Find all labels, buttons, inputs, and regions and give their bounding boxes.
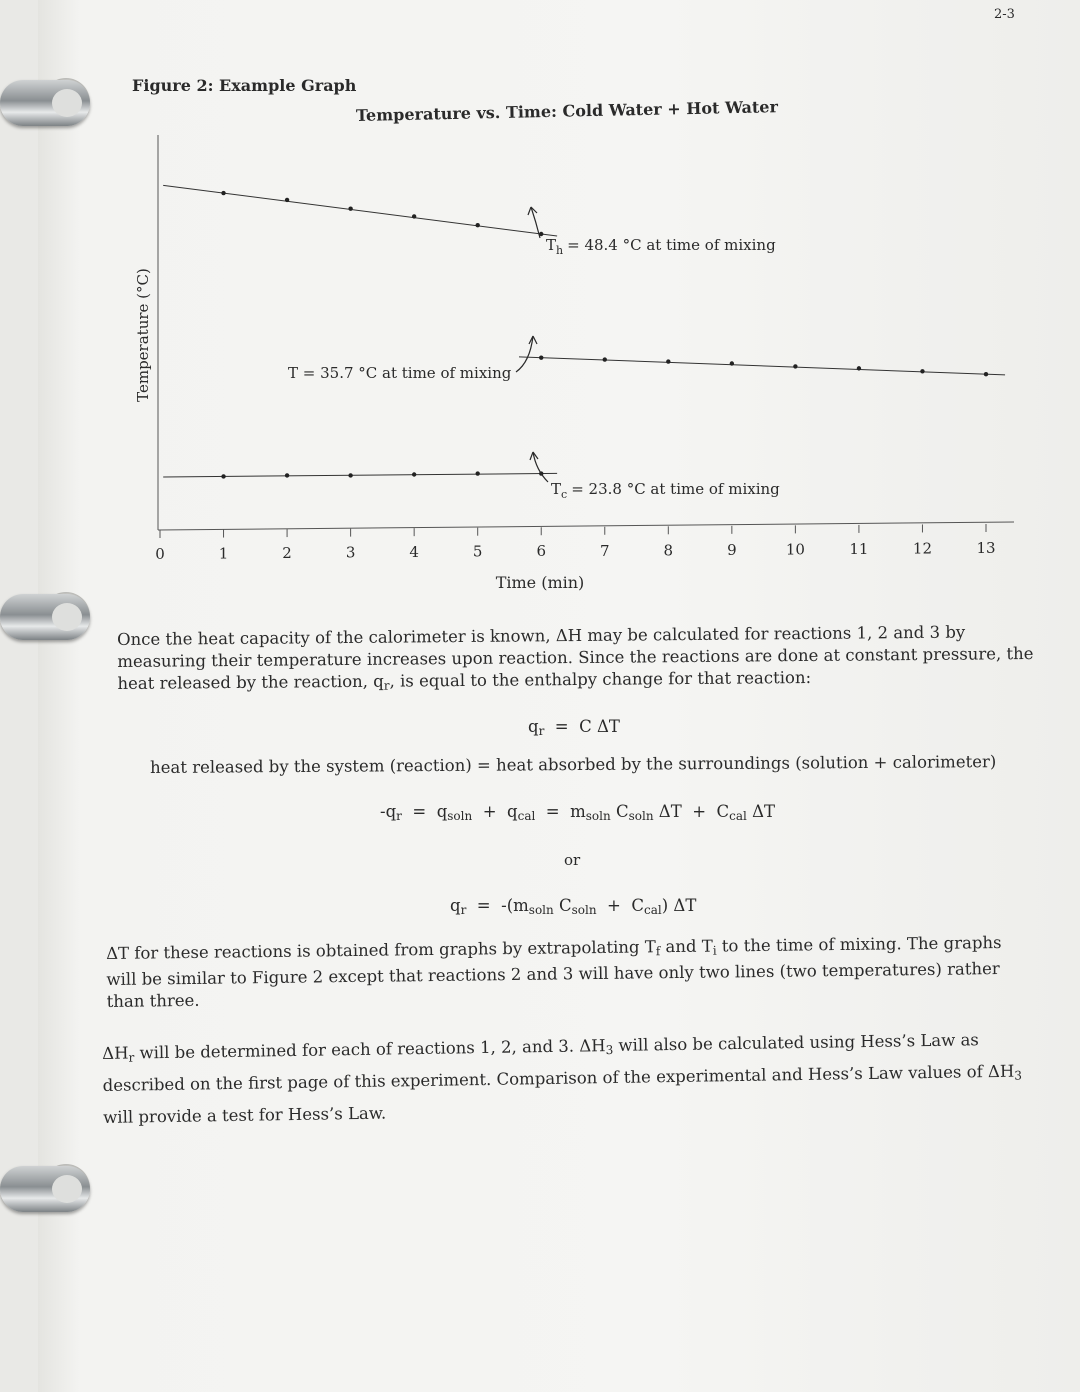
x-tick-label-3: 3: [345, 543, 356, 562]
series-3-point-5: [475, 471, 479, 475]
eq4-c: C: [553, 896, 572, 915]
series-3-point-3: [348, 473, 352, 477]
eq3-e: C: [610, 802, 629, 821]
paragraph-heat-capacity: [117, 621, 1038, 699]
p2-c: to the time of mixing. The graphs will be similar to Figure 2 except that reactions 2 and 3 will have only two lines (two temperatures) rather than three.: [106, 933, 1002, 1011]
series-1-point-2: [285, 198, 289, 202]
p3-sub3: 3: [1014, 1068, 1023, 1083]
series-1-point-4: [412, 214, 416, 218]
x-tick-label-8: 8: [663, 541, 674, 560]
paragraph-delta-t: [106, 932, 1037, 1013]
p2-sub2: i: [712, 943, 717, 958]
eq3-b-sub: soln: [447, 809, 473, 823]
series-1-point-5: [475, 223, 479, 227]
p1-end: , is equal to the enthalpy change for that reaction:: [389, 667, 812, 691]
figure-title: Figure 2: Example Graph: [132, 76, 357, 95]
temperature-chart: [0, 0, 1080, 620]
series-3-point-4: [412, 472, 416, 476]
x-axis-label: Time (min): [495, 573, 585, 592]
svg-text:Tc= 23.8 °C at time of mixing: [551, 480, 780, 501]
x-tick-label-9: 9: [727, 540, 737, 559]
annotation-tc-symbol: T: [551, 480, 562, 498]
annotation-tc-sub: c: [561, 488, 568, 501]
series-2-point-13: [984, 372, 988, 376]
eq3-c: + q: [472, 802, 518, 821]
chart-title: Temperature vs. Time: Cold Water + Hot Water: [355, 97, 779, 125]
p1-sub: r: [383, 678, 390, 693]
eq3-e-sub: soln: [628, 809, 654, 823]
equation-rearranged: [450, 896, 696, 917]
p3-d: will provide a test for Hess’s Law.: [103, 1103, 387, 1127]
equation-or: or: [564, 851, 581, 869]
eq3-c-sub: cal: [517, 809, 536, 823]
eq4-e: ) ΔT: [661, 896, 697, 915]
page-number: 2-3: [994, 7, 1015, 22]
eq3-d: = m: [535, 802, 586, 821]
series-1-point-3: [348, 206, 352, 210]
binder-ring-bottom: [0, 1166, 90, 1212]
x-tick-label-5: 5: [472, 542, 483, 561]
annotation-tc: [530, 452, 780, 501]
series-3-point-1: [221, 474, 225, 478]
x-tick-label-12: 12: [912, 539, 933, 558]
eq3-f: ΔT + C: [653, 802, 730, 821]
eq1-right: = C ΔT: [544, 717, 620, 736]
x-tick-label-4: 4: [409, 543, 419, 562]
annotation-tc-text: = 23.8 °C at time of mixing: [571, 480, 780, 498]
x-tick-label-6: 6: [536, 542, 547, 561]
p3-sub2: 3: [605, 1042, 614, 1058]
annotation-t-text: T = 35.7 °C at time of mixing: [288, 364, 512, 382]
eq3-a: -q: [380, 802, 397, 821]
p2-a: ΔT for these reactions is obtained from graphs by extrapolating T: [106, 937, 656, 963]
equation-expanded: [380, 802, 775, 823]
paragraph-hess-law: [102, 1025, 1053, 1131]
equation-qr: [528, 717, 620, 738]
equation-heat-balance: heat released by the system (reaction) = heat absorbed by the surroundings (solution + calorimeter): [150, 752, 997, 777]
x-tick-label-13: 13: [976, 539, 996, 557]
eq4-a: q: [450, 896, 461, 915]
series-2-point-7: [603, 357, 607, 361]
p3-b: will be determined for each of reactions 1, 2, and 3. ΔH: [134, 1036, 606, 1063]
x-tick-label-0: 0: [155, 545, 165, 563]
annotation-t: [288, 336, 537, 382]
series-2-point-6: [539, 355, 543, 359]
series-2-point-9: [730, 361, 734, 365]
eq3-g: ΔT: [746, 802, 776, 821]
annotation-th-text: = 48.4 °C at time of mixing: [567, 236, 776, 254]
p1-text: Once the heat capacity of the calorimeter is known, ΔH may be calculated for reactions 1, 2 and 3 by measuring their temperature increases upon reaction. Since the reactions are done at constant pressure, the heat released by the reaction, q: [117, 622, 1034, 693]
eq4-d: + C: [596, 896, 644, 915]
eq3-d-sub: soln: [585, 809, 611, 823]
annotation-th: [528, 207, 776, 257]
p2-b: and T: [660, 936, 713, 957]
svg-text:Th= 48.4 °C at time of mixing: [546, 236, 776, 257]
x-tick-label-1: 1: [218, 544, 229, 563]
p3-c: will also be calculated using Hess’s Law as described on the first page of this experiment. Comparison of the experimental and Hess’s Law values of ΔH: [102, 1030, 1015, 1095]
annotation-th-sub: h: [556, 244, 564, 257]
x-axis-line: [158, 522, 1014, 530]
series-2-line: [519, 357, 1005, 375]
series-2-point-8: [666, 359, 670, 363]
chart-lines: [163, 185, 1005, 477]
series-3-point-2: [285, 473, 289, 477]
p3-sub1: r: [128, 1050, 135, 1065]
chart-ticks: [155, 524, 995, 563]
p3-a: ΔH: [102, 1043, 129, 1063]
x-tick-label-11: 11: [849, 539, 869, 558]
y-axis-label: Temperature (°C): [134, 268, 152, 402]
eq4-b: = -(m: [466, 896, 529, 915]
chart-axes: [158, 135, 1014, 530]
x-tick-label-10: 10: [785, 540, 805, 559]
eq4-b-sub: soln: [528, 903, 554, 917]
eq3-a-sub: r: [396, 809, 402, 823]
annotation-th-symbol: T: [546, 236, 557, 254]
eq3-b: = q: [401, 802, 448, 821]
x-tick-label-7: 7: [599, 541, 610, 560]
eq1-left: q: [528, 717, 539, 736]
eq3-f-sub: cal: [729, 809, 747, 823]
eq1-sub: r: [538, 724, 545, 738]
series-1-point-1: [221, 191, 225, 195]
eq4-c-sub: soln: [571, 903, 597, 917]
p2-sub1: f: [655, 944, 661, 959]
chart-points: [221, 191, 988, 479]
series-2-point-11: [857, 366, 861, 370]
series-2-point-10: [793, 364, 797, 368]
series-2-point-12: [920, 369, 924, 373]
eq4-a-sub: r: [460, 903, 467, 917]
x-tick-label-2: 2: [282, 544, 292, 563]
eq4-d-sub: cal: [644, 903, 662, 917]
